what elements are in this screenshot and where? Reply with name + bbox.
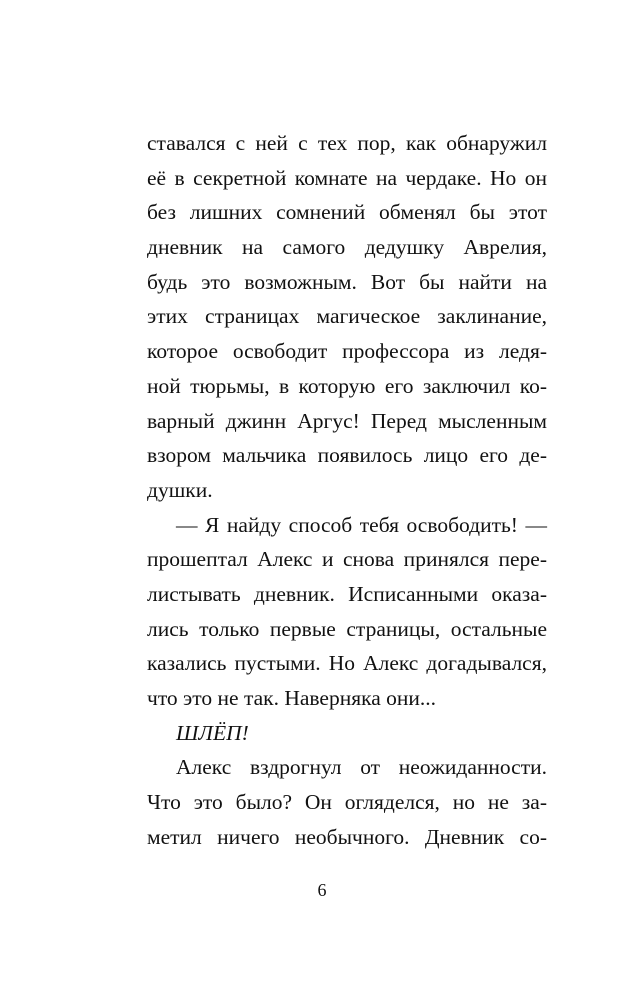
text-line: казались пустыми. Но Алекс догадывался, — [147, 651, 547, 676]
text-line: Алекс вздрогнул от неожиданности. — [176, 755, 547, 780]
text-line: этих страницах магическое заклинание, — [147, 304, 547, 329]
text-line: дневник на самого дедушку Аврелия, — [147, 235, 547, 260]
text-line: взором мальчика появилось лицо его де- — [147, 443, 547, 468]
page-number: 6 — [317, 880, 327, 900]
text-line: Что это было? Он огляделся, но не за- — [147, 790, 547, 815]
text-line: — Я найду способ тебя освободить! — — [176, 512, 547, 537]
text-line: ной тюрьмы, в которую его заключил ко- — [147, 373, 547, 398]
text-line: что это не так. Наверняка они... — [147, 686, 437, 710]
text-line: которое освободит профессора из ледя- — [147, 339, 547, 364]
text-line: без лишних сомнений обменял бы этот — [147, 200, 547, 225]
text-line: варный джинн Аргус! Перед мысленным — [147, 408, 547, 433]
text-line: метил ничего необычного. Дневник со- — [147, 824, 547, 849]
text-line: душки. — [147, 477, 213, 502]
sound-effect-line: ШЛЁП! — [176, 720, 249, 745]
text-line: её в секретной комнате на чердаке. Но он — [147, 165, 547, 190]
text-line: ставался с ней с тех пор, как обнаружил — [147, 131, 547, 155]
text-line: листывать дневник. Исписанными оказа- — [147, 581, 547, 606]
text-line: будь это возможным. Вот бы найти на — [147, 269, 547, 294]
body-text — [147, 126, 547, 854]
text-line: лись только первые страницы, остальные — [147, 616, 547, 641]
text-line: прошептал Алекс и снова принялся пере- — [147, 547, 547, 572]
